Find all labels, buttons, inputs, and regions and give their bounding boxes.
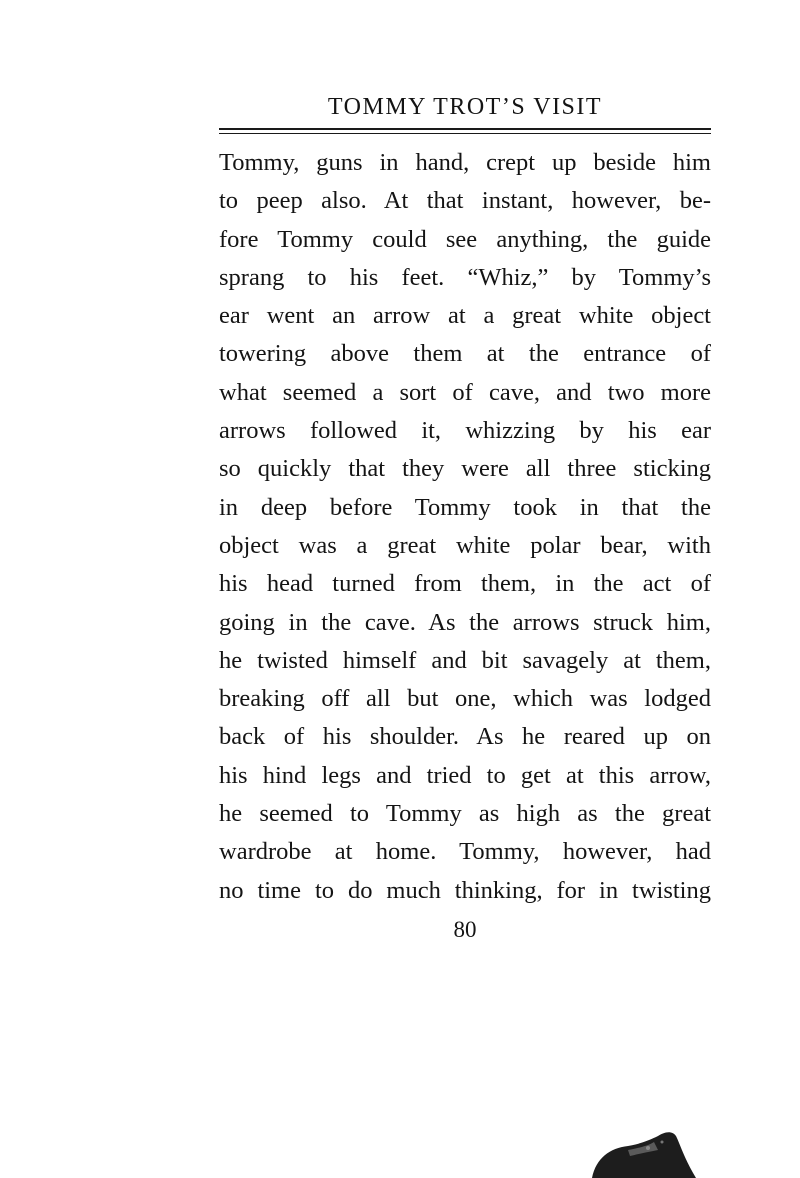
text-line: Tommy, guns in hand, crept up beside him xyxy=(219,149,711,176)
text-line: no time to do much thinking, for in twisting xyxy=(219,876,711,904)
body-text xyxy=(219,144,711,910)
text-line: breaking off all but one, which was lodged xyxy=(219,685,711,713)
header-rule-thin xyxy=(219,133,711,134)
ink-smudge xyxy=(588,1128,698,1178)
text-line: his hind legs and tried to get at this arrow, xyxy=(219,761,711,789)
text-line: what seemed a sort of cave, and two more xyxy=(219,378,711,406)
text-line: sprang to his feet. “Whiz,” by Tommy’s xyxy=(219,263,711,291)
text-line: his head turned from them, in the act of xyxy=(219,570,711,598)
text-line: going in the cave. As the arrows struck him, xyxy=(219,608,711,636)
text-line: to peep also. At that instant, however, be- xyxy=(219,187,711,215)
text-line: arrows followed it, whizzing by his ear xyxy=(219,417,711,445)
running-head: TOMMY TROT’S VISIT xyxy=(327,94,603,120)
text-line: ear went an arrow at a great white object xyxy=(219,302,711,330)
header-rule-thick xyxy=(219,128,711,130)
text-line: in deep before Tommy took in that the xyxy=(219,493,711,521)
text-line: object was a great white polar bear, with xyxy=(219,531,711,559)
text-line: back of his shoulder. As he reared up on xyxy=(219,723,711,751)
text-line: he seemed to Tommy as high as the great xyxy=(219,800,711,828)
text-line: so quickly that they were all three sticking xyxy=(219,455,711,483)
text-line: he twisted himself and bit savagely at them, xyxy=(219,646,711,674)
text-line: towering above them at the entrance of xyxy=(219,340,711,368)
text-line: fore Tommy could see anything, the guide xyxy=(219,225,711,253)
page-number: 80 xyxy=(453,917,477,942)
text-line: wardrobe at home. Tommy, however, had xyxy=(219,838,711,866)
